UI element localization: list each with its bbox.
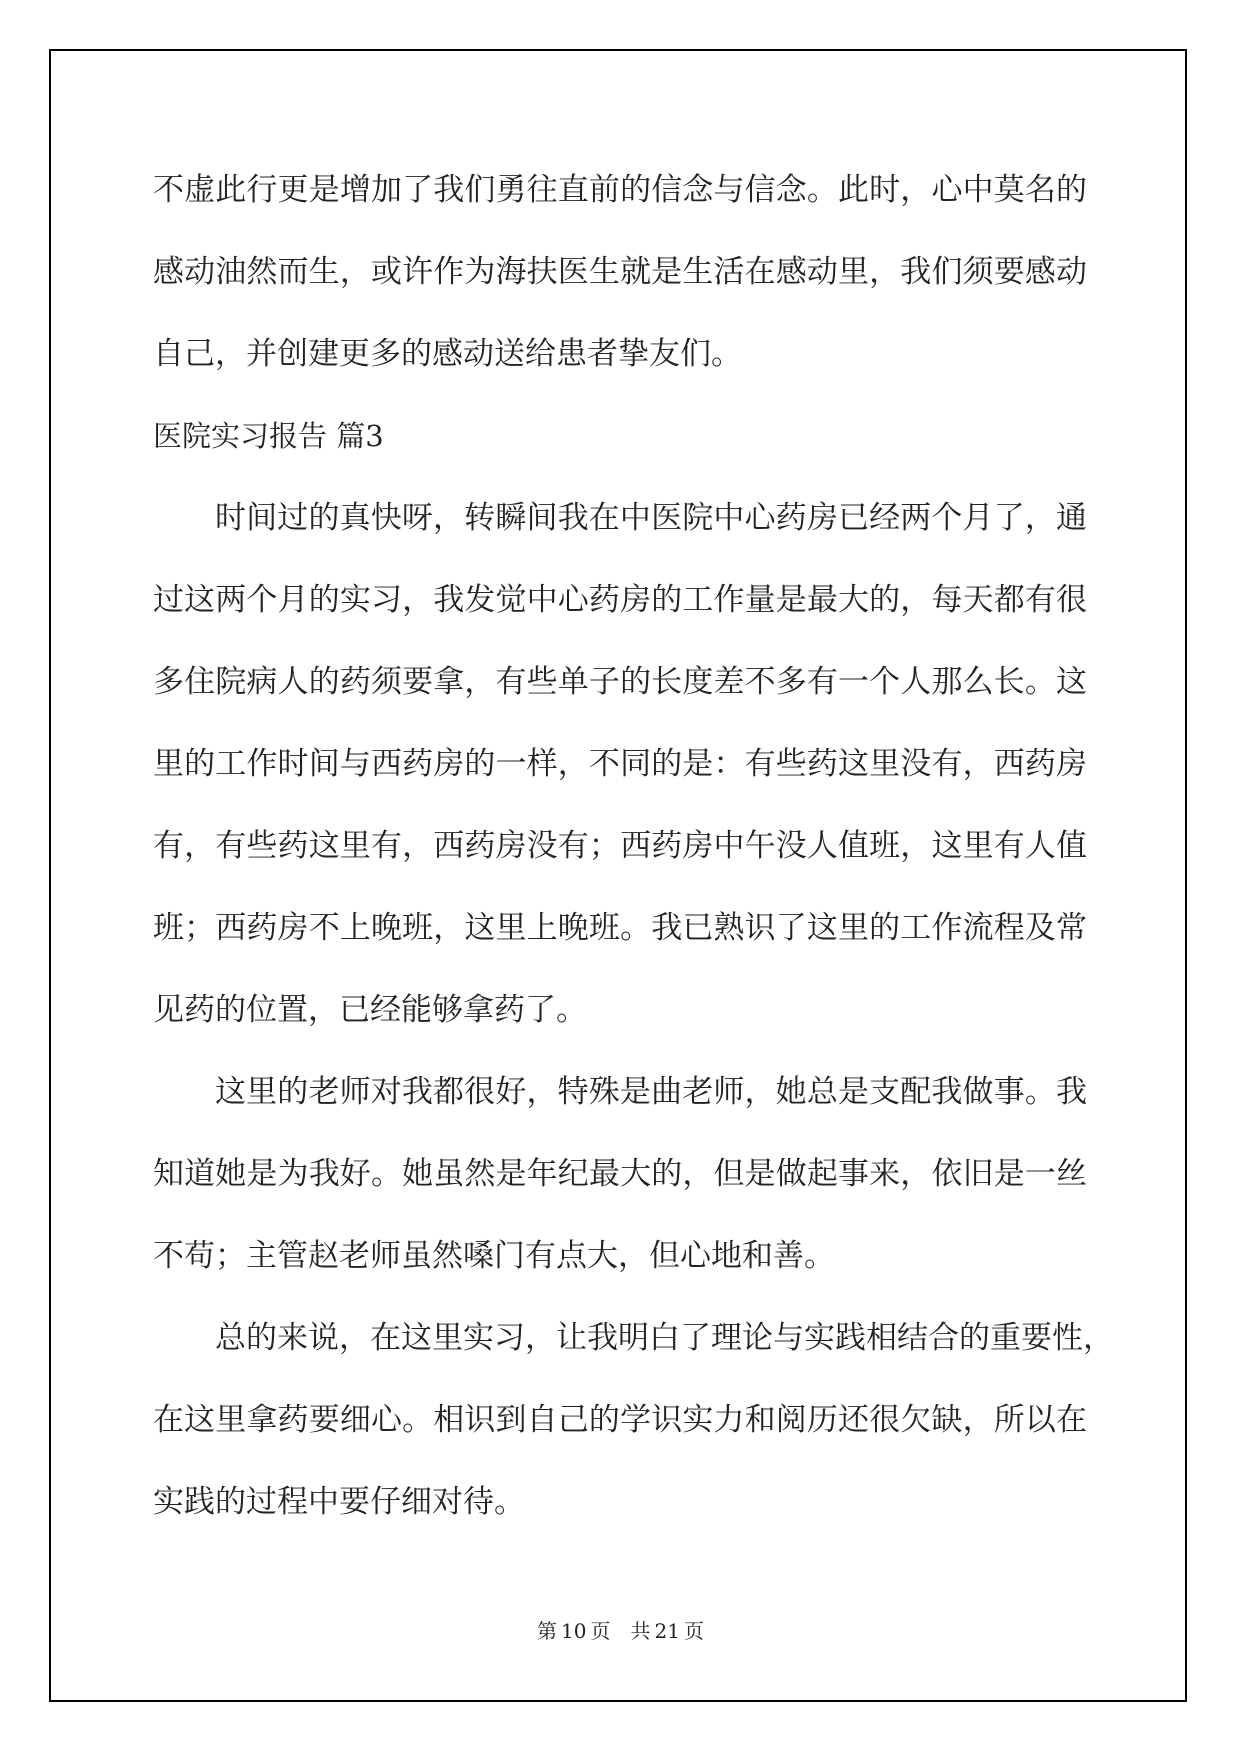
footer-suffix: 页 [683, 1619, 704, 1643]
page-footer [0, 1615, 1241, 1644]
text-line: 这里的老师对我都很好，特殊是曲老师，她总是支配我做事。我 [215, 1074, 1087, 1110]
footer-prefix: 第 [537, 1619, 558, 1643]
text-line: 里的工作时间与西药房的一样，不同的是：有些药这里没有，西药房 [153, 746, 1087, 782]
text-line: 知道她是为我好。她虽然是年纪最大的，但是做起事来，依旧是一丝 [153, 1156, 1087, 1192]
text-line: 总的来说，在这里实习，让我明白了理论与实践相结合的重要性， [215, 1320, 1114, 1356]
text-line: 过这两个月的实习，我发觉中心药房的工作量是最大的，每天都有很 [153, 582, 1087, 618]
text-line: 不虚此行更是增加了我们勇往直前的信念与信念。此时，心中莫名的 [153, 172, 1087, 208]
text-line: 多住院病人的药须要拿，有些单子的长度差不多有一个人那么长。这 [153, 664, 1087, 700]
text-line: 班；西药房不上晚班，这里上晚班。我已熟识了这里的工作流程及常 [153, 910, 1087, 946]
text-line: 见药的位置，已经能够拿药了。 [153, 992, 587, 1028]
text-line: 有，有些药这里有，西药房没有；西药房中午没人值班，这里有人值 [153, 828, 1087, 864]
section-heading: 医院实习报告 篇3 [153, 419, 384, 453]
current-page-number: 10 [561, 1619, 587, 1643]
text-line: 实践的过程中要仔细对待。 [153, 1484, 525, 1520]
text-line: 在这里拿药要细心。相识到自己的学识实力和阅历还很欠缺，所以在 [153, 1402, 1087, 1438]
text-line: 不苟；主管赵老师虽然嗓门有点大，但心地和善。 [153, 1238, 835, 1274]
text-line: 感动油然而生，或许作为海扶医生就是生活在感动里，我们须要感动 [153, 254, 1087, 290]
text-line: 时间过的真快呀，转瞬间我在中医院中心药房已经两个月了，通 [215, 500, 1087, 536]
text-line: 自己，并创建更多的感动送给患者挚友们。 [153, 336, 742, 372]
total-page-number: 21 [654, 1619, 680, 1643]
footer-mid: 页 共 [590, 1619, 651, 1643]
